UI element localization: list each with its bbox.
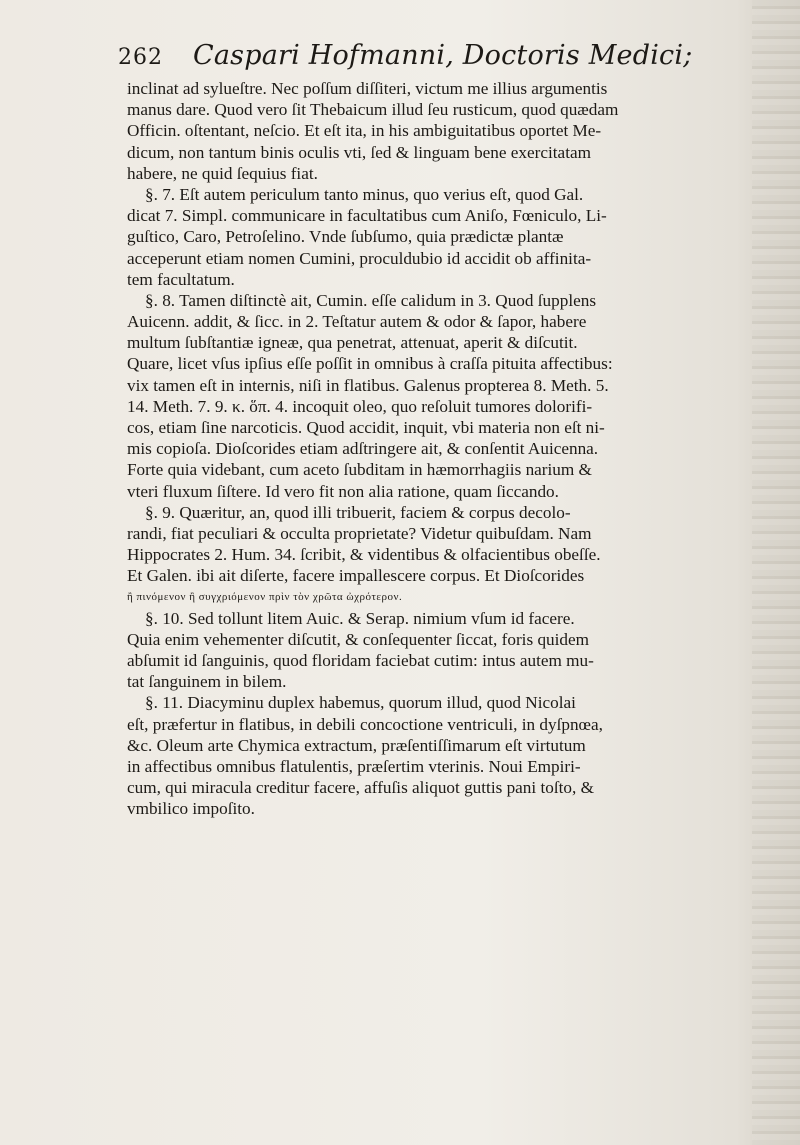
text-line: Auicenn. addit, & ſicc. in 2. Teſtatur autem & odor & ſapor, habere — [127, 312, 587, 332]
text-line: Hippocrates 2. Hum. 34. ſcribit, & videntibus & olfacientibus obeſſe. — [127, 545, 601, 565]
text-line: tem facultatum. — [127, 269, 235, 289]
section-heading-line: §. 11. Diacyminu duplex habemus, quorum illud, quod Nicolai — [145, 693, 576, 713]
text-line: Et Galen. ibi ait diſerte, facere impallescere corpus. Et Dioſcorides — [127, 566, 585, 586]
section-heading-line: §. 9. Quæritur, an, quod illi tribuerit, faciem & corpus decolo- — [145, 502, 571, 522]
running-title: Caspari Hofmanni, Doctoris Medici; — [193, 40, 693, 71]
text-line: vteri fluxum ſiſtere. Id vero fit non alia ratione, quam ſiccando. — [127, 481, 559, 501]
text-line: 14. Meth. 7. 9. κ. ὅπ. 4. incoquit oleo, quo reſoluit tumores dolorifi- — [127, 396, 593, 416]
text-line: dicum, non tantum binis oculis vti, ſed & linguam bene exercitatam — [127, 142, 591, 162]
text-line: in affectibus omnibus flatulentis, præſertim vterinis. Noui Empiri- — [127, 757, 581, 776]
text-line: abſumit id ſanguinis, quod floridam faciebat cutim: intus autem mu- — [127, 651, 594, 671]
text-line: cos, etiam ſine narcoticis. Quod accidit, inquit, vbi materia non eſt ni- — [127, 418, 605, 437]
text-line: dicat 7. Simpl. communicare in facultatibus cum Aniſo, Fœniculo, Li- — [127, 206, 607, 226]
section-heading-line: §. 8. Tamen diſtinctè ait, Cumin. eſſe calidum in 3. Quod ſupplens — [145, 290, 597, 310]
section-heading-line: §. 7. Eſt autem periculum tanto minus, quo verius eſt, quod Gal. — [145, 184, 584, 204]
text-line: eſt, præfertur in flatibus, in debili concoctione ventriculi, in dyſpnœa, — [127, 714, 603, 734]
text-line: guſtico, Caro, Petroſelino. Vnde ſubſumo, quia prædictæ plantæ — [127, 227, 564, 247]
text-line: inclinat ad sylueſtre. Nec poſſum diſſiteri, victum me illius argumentis — [127, 79, 608, 98]
text-line: randi, fiat peculiari & occulta proprietate? Videtur quibuſdam. Nam — [127, 523, 592, 543]
text-line: vmbilico impoſito. — [127, 799, 255, 819]
text-line: manus dare. Quod vero ſit Thebaicum illud ſeu rusticum, quod quædam — [127, 100, 619, 120]
text-line: Officin. oſtentant, neſcio. Et eſt ita, in his ambiguitatibus oportet Me- — [127, 121, 602, 141]
text-line: mis copioſa. Dioſcorides etiam adſtringere ait, & conſentit Auicenna. — [127, 439, 599, 459]
text-line: Forte quia videbant, cum aceto ſubditam in hæmorrhagiis narium & — [127, 460, 592, 480]
text-line: tat ſanguinem in bilem. — [127, 672, 287, 692]
text-line: multum ſubſtantiæ igneæ, qua penetrat, attenuat, aperit & diſcutit. — [127, 333, 578, 353]
text-line: cum, qui miracula creditur facere, affuſis aliquot guttis pani toſto, & — [127, 778, 594, 798]
greek-quotation-line: ἢ πινόμενον ἢ συγχριόμενον πρὶν τὸν χρῶτα ὠχρότερον. — [127, 590, 403, 603]
text-line: habere, ne quid ſequius fiat. — [127, 163, 318, 183]
running-header — [118, 40, 758, 80]
text-line: Quia enim vehementer diſcutit, & conſequenter ſiccat, foris quidem — [127, 629, 589, 649]
text-line: vix tamen eſt in internis, niſi in flatibus. Galenus propterea 8. Meth. 5. — [127, 375, 609, 395]
text-line: Quare, licet vſus ipſius eſſe poſſit in omnibus à craſſa pituita affectibus: — [127, 354, 613, 374]
body-text — [127, 78, 767, 820]
text-line: acceperunt etiam nomen Cumini, proculdubio id accidit ob affinita- — [127, 248, 592, 268]
text-line: &c. Oleum arte Chymica extractum, præſentiſſimarum eſt virtutum — [127, 735, 586, 755]
page-number: 262 — [118, 45, 163, 70]
section-heading-line: §. 10. Sed tollunt litem Auic. & Serap. nimium vſum id facere. — [145, 608, 575, 628]
